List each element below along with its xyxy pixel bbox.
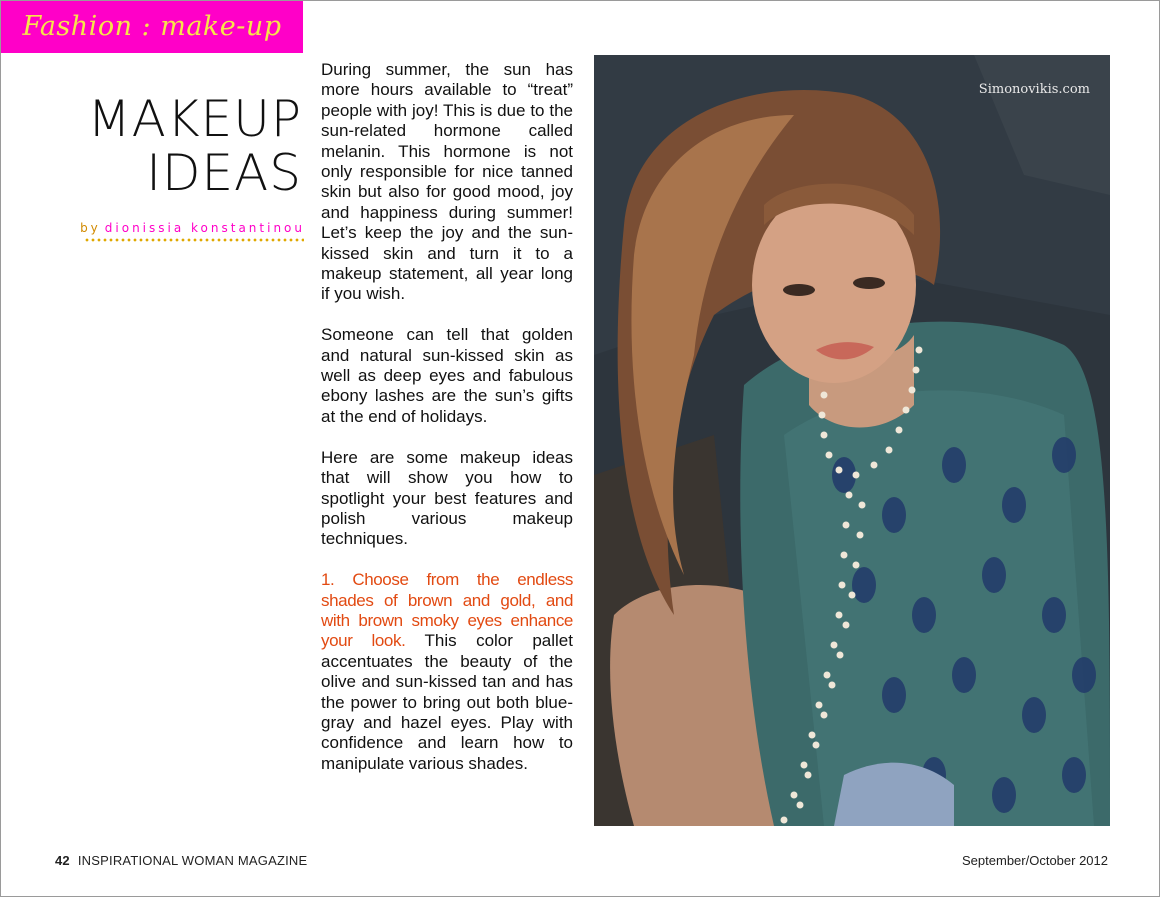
dotted-divider — [84, 237, 304, 243]
magazine-name: INSPIRATIONAL WOMAN MAGAZINE — [77, 853, 308, 868]
title-line-1: MAKEUP — [87, 90, 302, 148]
article-body — [321, 60, 573, 795]
tip-body: This color pallet accentuates the beauty of the olive and sun-kissed tan and has the power to bring out both blue-gray and hazel eyes. Play with confidence and learn how to manipulate various shades. — [321, 631, 573, 773]
model-illustration — [594, 55, 1110, 826]
paragraph: Here are some makeup ideas that will show you how to spotlight your best features and polish various makeup techniques. — [321, 447, 573, 549]
tip-paragraph — [321, 570, 573, 774]
title-line-2: IDEAS — [146, 144, 302, 202]
byline-author: dionissia konstantinou — [104, 221, 305, 235]
byline-by: by — [80, 221, 101, 235]
footer-left — [55, 853, 307, 868]
section-tag: Fashion : make-up — [1, 1, 303, 53]
article-title — [88, 92, 302, 200]
photo-watermark: Simonovikis.com — [978, 82, 1090, 97]
byline — [80, 221, 305, 235]
tip-highlight: 1. Choose from the endless shades of brown and gold, and with brown smoky eyes enhance your look. — [321, 570, 573, 651]
paragraph: During summer, the sun has more hours available to “treat” people with joy! This is due to the sun-related hormone called melanin. This hormone is not only responsible for nice tanned skin but also for good mood, joy and happiness during summer! Let’s keep the joy and the sun-kissed skin and turn it to a makeup statement, all year long if you wish. — [321, 60, 573, 304]
paragraph: Someone can tell that golden and natural sun-kissed skin as well as deep eyes and fabulous ebony lashes are the sun’s gifts at the end of holidays. — [321, 325, 573, 426]
model-photo — [594, 55, 1110, 826]
issue-date: September/October 2012 — [962, 853, 1108, 868]
page-number: 42 — [55, 853, 70, 868]
